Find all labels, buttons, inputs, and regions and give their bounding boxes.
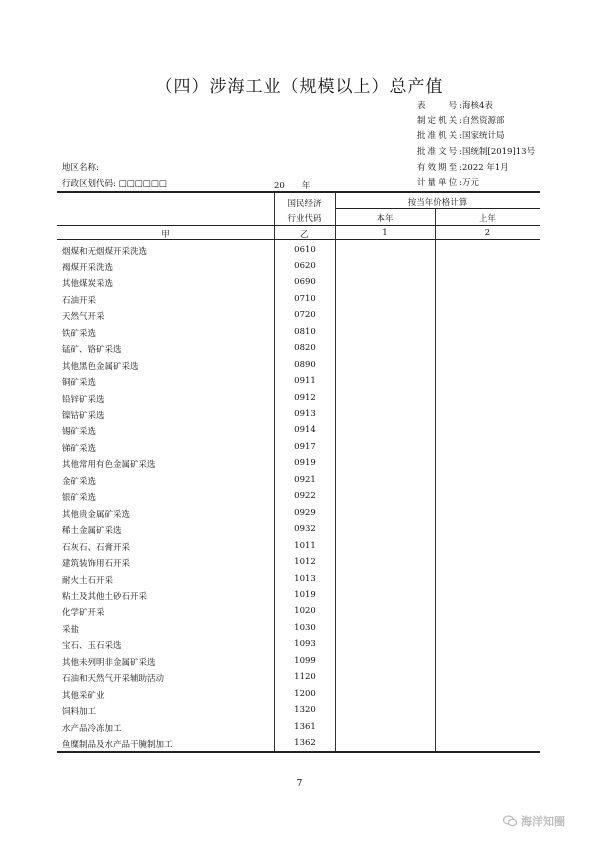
- row-name: 铜矿采选: [62, 378, 97, 389]
- header-group-divider: [335, 208, 540, 209]
- row-name: 褐煤开采洗选: [62, 262, 114, 273]
- row-code: 1012: [294, 557, 316, 568]
- row-name: 鱼糜制品及水产品干腌制加工: [62, 740, 173, 750]
- table-row: [62, 472, 442, 488]
- row-name: 锡矿采选: [62, 427, 97, 438]
- meta-doc: 批准文号:国统制[2019]13号: [417, 147, 536, 157]
- table-row: [62, 505, 442, 521]
- row-code: 0917: [294, 441, 316, 452]
- table-row: [62, 571, 442, 587]
- row-code: 0610: [294, 244, 316, 255]
- header-label-yi: 乙: [300, 230, 309, 240]
- row-code: 0710: [294, 293, 316, 304]
- table-row: [62, 291, 442, 307]
- table-row: [62, 455, 442, 471]
- table-row: [62, 324, 442, 340]
- page-title: （四）涉海工业（规模以上）总产值: [155, 77, 444, 97]
- table-row: [62, 653, 442, 669]
- row-name: 水产品冷冻加工: [62, 723, 122, 734]
- row-code: 1361: [294, 721, 316, 732]
- row-code: 0919: [294, 458, 316, 469]
- meta-valid: 有效期至:2022 年1月: [417, 163, 509, 173]
- meta-org: 制定机关:自然资源部: [417, 116, 505, 126]
- row-code: 1019: [294, 589, 316, 600]
- header-this-year: 本年: [376, 214, 394, 224]
- table-row: [62, 422, 442, 438]
- table-row: [62, 439, 442, 455]
- row-code: 1030: [294, 622, 316, 633]
- row-code: 0922: [294, 491, 316, 502]
- row-name: 石油和天然气开采辅助活动: [62, 674, 165, 685]
- year-label: 20 年: [274, 181, 311, 191]
- table-row: [62, 702, 442, 718]
- region-label: 地区名称:: [62, 163, 99, 173]
- row-code: 0820: [294, 343, 316, 354]
- row-code: 0911: [294, 376, 316, 387]
- row-code: 0810: [294, 326, 316, 337]
- row-name: 粘土及其他土砂石开采: [62, 591, 148, 602]
- row-name: 银矿采选: [62, 493, 97, 504]
- row-name: 化学矿开采: [62, 608, 105, 619]
- row-code: 0914: [294, 425, 316, 436]
- row-name: 铅锌矿采选: [62, 394, 105, 405]
- row-name: 其他采矿业: [62, 690, 105, 701]
- row-name: 天然气开采: [62, 312, 105, 323]
- table-row: [62, 538, 442, 554]
- table-row: [62, 406, 442, 422]
- header-num-2: 2: [484, 228, 491, 238]
- watermark-text: 海洋知圈: [521, 815, 565, 828]
- row-name: 石灰石、石膏开采: [62, 542, 131, 553]
- header-bottom-divider: [57, 225, 540, 226]
- row-name: 饲料加工: [62, 707, 97, 718]
- admin-code-label: 行政区划代码: □□□□□□: [62, 179, 167, 189]
- header-code-line2: 行业代码: [287, 214, 322, 224]
- row-name: 锑矿采选: [62, 443, 97, 454]
- table-row: [62, 307, 442, 323]
- row-code: 0913: [294, 409, 316, 419]
- table-row: [62, 636, 442, 652]
- table-row: [62, 274, 442, 290]
- row-name: 其他贵金属矿采选: [62, 509, 131, 520]
- row-code: 1120: [294, 672, 316, 683]
- row-code: 0912: [294, 392, 316, 403]
- row-name: 其他常用有色金属矿采选: [62, 460, 156, 471]
- row-name: 镍钴矿采选: [62, 411, 105, 421]
- table-row: [62, 587, 442, 603]
- row-code: 0929: [294, 507, 316, 518]
- row-name: 金矿采选: [62, 476, 97, 487]
- table-row: [62, 719, 442, 735]
- row-code: 1093: [294, 639, 316, 650]
- row-name: 采盐: [62, 624, 80, 635]
- row-code: 0690: [294, 277, 316, 288]
- table-row: [62, 373, 442, 389]
- row-code: 1099: [294, 655, 316, 666]
- table-row: [62, 340, 442, 356]
- row-name: 其他未列明非金属矿采选: [62, 657, 156, 668]
- table-row: [62, 554, 442, 570]
- table-row: [62, 390, 442, 406]
- header-price-group: 按当年价格计算: [407, 198, 468, 208]
- meta-table-no: 表 号:海核4表: [417, 101, 493, 111]
- wechat-icon: [503, 815, 517, 830]
- table-row: [62, 488, 442, 504]
- table-top-border: [57, 191, 540, 193]
- table-row: [62, 603, 442, 619]
- row-name: 耐火土石开采: [62, 575, 114, 586]
- row-code: 1362: [294, 738, 316, 748]
- table-row: [62, 686, 442, 702]
- row-name: 石油开采: [62, 295, 97, 306]
- row-code: 1320: [294, 705, 316, 716]
- row-code: 0720: [294, 310, 316, 321]
- page-number: 7: [296, 779, 303, 789]
- row-name: 建筑装饰用石开采: [62, 559, 131, 570]
- row-code: 0890: [294, 359, 316, 370]
- row-name: 锰矿、铬矿采选: [62, 345, 122, 356]
- row-code: 1013: [294, 573, 316, 584]
- header-last-year: 上年: [478, 214, 496, 224]
- table-row: [62, 521, 442, 537]
- row-name: 其他煤炭采选: [62, 279, 114, 290]
- row-name: 其他黑色金属矿采选: [62, 361, 139, 372]
- table-row: [62, 669, 442, 685]
- row-name: 铁矿采选: [62, 328, 97, 339]
- header-code-line1: 国民经济: [287, 199, 322, 209]
- table-row: [62, 258, 442, 274]
- table-row: [62, 735, 442, 751]
- row-code: 1200: [294, 688, 316, 699]
- row-name: 烟煤和无烟煤开采洗选: [62, 246, 148, 257]
- table-row: [62, 620, 442, 636]
- header-num-1: 1: [382, 228, 388, 238]
- row-name: 稀土金属矿采选: [62, 526, 122, 537]
- meta-unit: 计量单位:万元: [417, 178, 480, 188]
- table-row: [62, 357, 442, 373]
- row-code: 1020: [294, 606, 316, 617]
- row-code: 0620: [294, 260, 316, 271]
- header-label-jia: 甲: [161, 230, 170, 240]
- table-row: [62, 242, 442, 258]
- row-code: 0921: [294, 474, 316, 485]
- row-code: 0932: [294, 524, 316, 535]
- watermark: [503, 813, 565, 830]
- row-name: 宝石、玉石采选: [62, 641, 122, 652]
- meta-approve: 批准机关:国家统计局: [417, 131, 505, 141]
- row-code: 1011: [294, 540, 316, 551]
